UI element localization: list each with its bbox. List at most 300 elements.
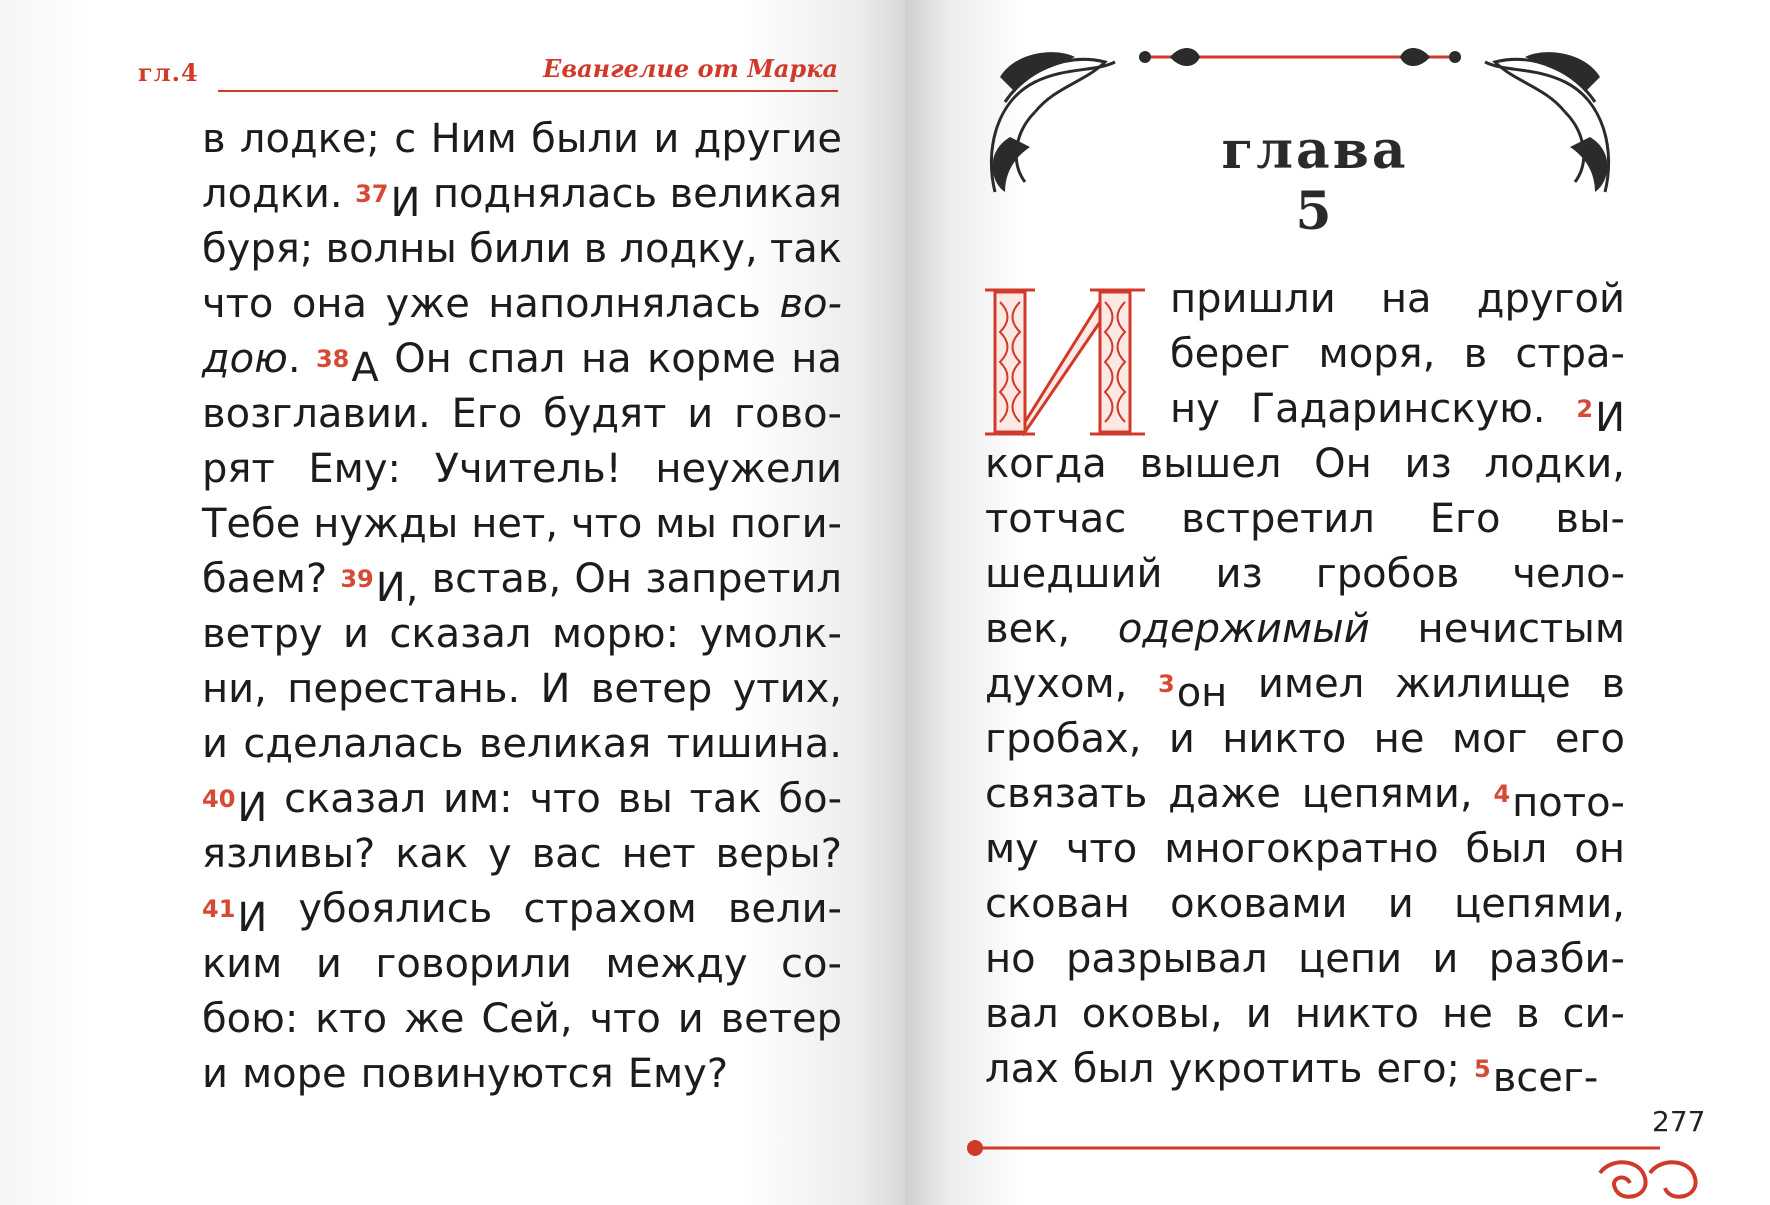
verse-number: 39 — [340, 565, 374, 593]
word — [202, 167, 343, 222]
text-line — [202, 497, 842, 552]
word — [622, 827, 696, 882]
text-fragment: так — [769, 226, 842, 272]
text-line — [985, 437, 1625, 492]
word — [202, 112, 226, 167]
text-fragment: его — [1554, 716, 1625, 762]
word — [1082, 987, 1223, 1042]
word — [1169, 712, 1195, 767]
text-fragment: не — [1442, 991, 1493, 1037]
word — [202, 717, 228, 772]
text-fragment: ветер — [590, 666, 713, 712]
word — [385, 277, 469, 332]
text-fragment: что — [589, 996, 661, 1042]
word — [670, 167, 842, 222]
text-fragment: так — [689, 776, 762, 822]
word — [1474, 1042, 1599, 1101]
word — [202, 607, 323, 662]
text-fragment: же — [403, 996, 465, 1042]
text-fragment: нет — [621, 831, 696, 877]
text-line — [202, 277, 842, 332]
word — [435, 442, 622, 497]
word — [404, 992, 465, 1047]
text-fragment: многократно — [1164, 826, 1439, 872]
word — [584, 222, 608, 277]
word — [202, 662, 267, 717]
text-fragment: перестань. — [287, 666, 521, 712]
text-fragment: И — [237, 785, 268, 831]
text-fragment: буря; — [202, 226, 314, 272]
verse-number: 40 — [202, 785, 236, 813]
word — [298, 882, 492, 937]
text-fragment: другие — [693, 116, 842, 162]
word — [202, 277, 273, 332]
word — [287, 662, 520, 717]
text-fragment: поги- — [729, 501, 842, 547]
text-fragment: Он — [574, 556, 633, 602]
text-line — [985, 382, 1625, 441]
right-text-column — [985, 272, 1625, 1101]
word — [985, 492, 1126, 547]
word — [1118, 602, 1370, 657]
text-fragment: бо- — [778, 776, 842, 822]
text-fragment: веры? — [715, 831, 842, 877]
word — [1493, 767, 1625, 826]
word — [240, 112, 380, 167]
text-line — [202, 167, 842, 226]
word — [1576, 382, 1625, 441]
text-fragment: Гадаринскую. — [1250, 386, 1546, 432]
word — [1302, 767, 1473, 822]
text-fragment: били — [469, 226, 572, 272]
word — [479, 717, 651, 772]
text-fragment: лодки. — [202, 171, 343, 217]
text-fragment: имел — [1257, 661, 1365, 707]
text-fragment: Учитель! — [434, 446, 622, 492]
word — [531, 112, 639, 167]
text-fragment: когда — [985, 441, 1107, 487]
word — [523, 882, 697, 937]
word — [471, 497, 558, 552]
text-fragment: язливы? — [202, 831, 376, 877]
word — [571, 497, 642, 552]
text-fragment: тишина. — [666, 721, 842, 767]
text-fragment: духом, — [985, 661, 1128, 707]
text-fragment: гробах, — [985, 716, 1142, 762]
text-fragment: повинуются — [360, 1051, 614, 1097]
word — [653, 112, 679, 167]
word — [308, 442, 401, 497]
word — [1464, 327, 1488, 382]
text-fragment: мог — [1451, 716, 1528, 762]
text-line — [985, 877, 1625, 932]
footer-ornament — [960, 1128, 1750, 1203]
word — [667, 717, 842, 772]
text-fragment: Он — [394, 336, 452, 382]
text-fragment: из — [1404, 441, 1452, 487]
word — [340, 552, 419, 611]
word — [1452, 712, 1528, 767]
italic-text: дою — [202, 336, 288, 382]
text-fragment: тотчас — [985, 496, 1127, 542]
word — [202, 827, 375, 882]
word — [985, 987, 1059, 1042]
word — [694, 112, 842, 167]
italic-text: одержимый — [1117, 606, 1370, 652]
text-fragment: гробов — [1315, 551, 1460, 597]
text-line — [202, 222, 842, 277]
word — [733, 662, 842, 717]
text-fragment: Его — [451, 391, 523, 437]
word — [721, 992, 842, 1047]
word — [985, 822, 1039, 877]
text-fragment: неужели — [655, 446, 842, 492]
text-fragment: другой — [1476, 276, 1625, 322]
text-fragment: лах — [985, 1046, 1059, 1092]
word — [1251, 382, 1546, 437]
word — [728, 882, 842, 937]
text-fragment: спал — [467, 336, 566, 382]
word — [1258, 657, 1364, 712]
word — [202, 992, 298, 1047]
word — [985, 767, 1147, 822]
word — [1376, 1042, 1460, 1097]
text-fragment: что — [570, 501, 643, 547]
word — [618, 772, 673, 827]
text-fragment: лодку, — [619, 226, 758, 272]
word — [481, 992, 572, 1047]
text-fragment: море — [242, 1051, 347, 1097]
word — [1442, 987, 1493, 1042]
text-fragment: пришли — [1170, 276, 1336, 322]
text-fragment: Ним — [430, 116, 517, 162]
text-fragment: и — [202, 721, 228, 767]
word — [242, 1047, 347, 1102]
word — [488, 827, 512, 882]
text-fragment: он — [1176, 670, 1228, 716]
word — [1295, 987, 1419, 1042]
running-header — [138, 52, 838, 96]
word — [202, 552, 327, 607]
word — [202, 772, 268, 831]
word — [716, 827, 842, 882]
word — [284, 772, 426, 827]
text-fragment: оковами — [1170, 881, 1348, 927]
word — [1316, 547, 1460, 602]
word — [1430, 492, 1501, 547]
text-fragment: баем? — [202, 556, 328, 602]
verse-number: 41 — [202, 895, 236, 923]
text-line — [202, 112, 842, 167]
text-fragment: был — [1072, 1046, 1155, 1092]
word — [202, 442, 275, 497]
word — [985, 932, 1036, 987]
word — [395, 827, 468, 882]
text-fragment: что — [529, 776, 601, 822]
text-fragment: и — [677, 996, 704, 1042]
text-fragment: и — [315, 941, 342, 987]
word — [734, 387, 842, 442]
word — [313, 497, 458, 552]
text-fragment: говорили — [375, 941, 572, 987]
text-fragment: моря, — [1318, 331, 1436, 377]
text-fragment: она — [291, 281, 368, 327]
text-fragment: вы- — [1555, 496, 1625, 542]
running-header-title: Евангелие от Марка — [543, 54, 838, 83]
word — [628, 1047, 728, 1102]
word — [985, 602, 1070, 657]
word — [1168, 767, 1281, 822]
word — [1454, 877, 1625, 932]
text-fragment: кто — [315, 996, 388, 1042]
text-line — [985, 822, 1625, 877]
word — [1477, 272, 1625, 327]
text-fragment: волны — [325, 226, 457, 272]
word — [1555, 712, 1625, 767]
word — [343, 607, 369, 662]
text-fragment: страхом — [523, 886, 697, 932]
text-line — [202, 552, 842, 611]
word — [443, 772, 513, 827]
word — [1512, 547, 1625, 602]
word — [1466, 822, 1548, 877]
text-fragment: бою: — [202, 996, 299, 1042]
text-fragment: цепями, — [1454, 881, 1625, 927]
text-fragment: ким — [202, 941, 283, 987]
word — [1395, 657, 1571, 712]
text-line — [985, 272, 1625, 327]
text-fragment: и — [342, 611, 369, 657]
text-fragment: на — [580, 336, 632, 382]
word — [432, 552, 562, 607]
word — [1181, 492, 1375, 547]
word — [202, 1047, 228, 1102]
word — [1170, 327, 1290, 382]
text-fragment: пото- — [1512, 780, 1625, 826]
text-fragment: он — [1574, 826, 1625, 872]
word — [469, 222, 571, 277]
verse-number: 3 — [1157, 670, 1175, 698]
text-fragment: в — [202, 116, 226, 162]
word — [645, 552, 842, 607]
word — [655, 497, 717, 552]
word — [770, 222, 842, 277]
text-fragment: даже — [1168, 771, 1281, 817]
word — [1066, 822, 1137, 877]
word — [355, 167, 421, 226]
text-fragment: возглавии. — [202, 391, 431, 437]
word — [1246, 987, 1272, 1042]
word — [1489, 932, 1625, 987]
text-line — [985, 932, 1625, 987]
text-fragment: нечистым — [1417, 606, 1625, 652]
word — [202, 497, 300, 552]
text-line — [985, 987, 1625, 1042]
text-fragment: им: — [442, 776, 513, 822]
text-fragment: И — [390, 180, 421, 226]
text-fragment: его; — [1376, 1046, 1461, 1092]
text-fragment: укротить — [1168, 1046, 1363, 1092]
text-fragment: морю: — [551, 611, 680, 657]
text-fragment: ветер — [720, 996, 842, 1042]
word — [574, 552, 632, 607]
text-line — [202, 442, 842, 497]
text-fragment: связать — [985, 771, 1148, 817]
text-fragment: лодки, — [1484, 441, 1625, 487]
word — [678, 992, 704, 1047]
text-fragment: ветру — [202, 611, 323, 657]
text-line — [985, 1042, 1625, 1101]
text-fragment: Он — [1314, 441, 1372, 487]
text-fragment: цепями, — [1301, 771, 1473, 817]
word — [202, 387, 431, 442]
text-fragment: цепи — [1298, 936, 1403, 982]
text-fragment: сказал — [389, 611, 532, 657]
text-fragment: гово- — [734, 391, 842, 437]
text-fragment: ни, — [202, 666, 267, 712]
word — [1169, 1042, 1363, 1097]
word — [1381, 272, 1432, 327]
word — [1073, 1042, 1155, 1097]
text-fragment: между — [605, 941, 748, 987]
word — [605, 937, 747, 992]
text-fragment: были — [531, 116, 639, 162]
text-fragment: И — [540, 666, 571, 712]
text-fragment: но — [985, 936, 1036, 982]
text-fragment: был — [1465, 826, 1548, 872]
text-fragment: нет, — [471, 501, 559, 547]
word — [541, 662, 571, 717]
text-fragment: скован — [985, 881, 1130, 927]
verse-number: 4 — [1493, 780, 1511, 808]
word — [243, 717, 463, 772]
word — [700, 607, 842, 662]
text-fragment: что — [1065, 826, 1138, 872]
word — [532, 827, 602, 882]
text-fragment: никто — [1222, 716, 1347, 762]
text-fragment: и — [202, 1051, 228, 1097]
text-fragment: жилище — [1394, 661, 1571, 707]
text-fragment: уже — [385, 281, 470, 327]
text-line — [202, 387, 842, 442]
text-fragment: из — [1215, 551, 1263, 597]
text-fragment: нужды — [313, 501, 459, 547]
word — [655, 442, 842, 497]
word — [1555, 492, 1625, 547]
text-fragment: мы — [655, 501, 718, 547]
text-fragment: встав, — [431, 556, 562, 602]
text-line — [202, 882, 842, 941]
word — [591, 662, 712, 717]
text-fragment: И, — [375, 565, 419, 611]
text-fragment: . — [287, 336, 301, 382]
word — [326, 222, 457, 277]
word — [452, 387, 523, 442]
text-fragment: А — [351, 345, 379, 391]
word — [1164, 822, 1438, 877]
word — [779, 277, 841, 332]
text-fragment: вели- — [727, 886, 842, 932]
verse-number: 38 — [315, 345, 350, 373]
verse-number: 37 — [355, 180, 389, 208]
text-fragment: И — [237, 895, 268, 941]
word — [431, 112, 517, 167]
word — [315, 992, 387, 1047]
word — [529, 772, 600, 827]
text-fragment: разрывал — [1065, 936, 1268, 982]
text-fragment: и — [653, 116, 680, 162]
text-fragment: и — [1245, 991, 1272, 1037]
word — [985, 877, 1130, 932]
text-fragment: сказал — [284, 776, 427, 822]
page-number: 277 — [1652, 1105, 1706, 1138]
text-fragment: всег- — [1492, 1055, 1599, 1101]
italic-text: во- — [779, 281, 842, 327]
text-fragment: будят — [543, 391, 667, 437]
text-line — [202, 992, 842, 1047]
text-fragment: лодке; — [239, 116, 380, 162]
verse-number: 2 — [1576, 395, 1594, 423]
word — [543, 387, 666, 442]
word — [316, 937, 342, 992]
word — [1516, 987, 1540, 1042]
word — [202, 332, 301, 387]
text-fragment: запретил — [645, 556, 842, 602]
word — [1484, 437, 1625, 492]
text-line — [202, 772, 842, 831]
word — [589, 992, 660, 1047]
word — [647, 332, 776, 387]
word — [690, 772, 762, 827]
text-fragment: и — [1432, 936, 1459, 982]
text-fragment: разби- — [1488, 936, 1625, 982]
text-fragment: Сей, — [481, 996, 573, 1042]
word — [1066, 932, 1268, 987]
word — [778, 772, 842, 827]
text-fragment: Ему? — [627, 1051, 729, 1097]
text-fragment: Его — [1429, 496, 1501, 542]
text-fragment: Тебе — [202, 501, 301, 547]
text-fragment: и — [1168, 716, 1195, 762]
text-fragment: и — [1387, 881, 1414, 927]
text-fragment: корме — [647, 336, 776, 382]
word — [315, 332, 379, 391]
text-fragment: вал — [985, 991, 1059, 1037]
chapter-title: глава 5 — [1221, 120, 1409, 242]
text-fragment: не — [1373, 716, 1425, 762]
word — [1374, 712, 1425, 767]
word — [552, 607, 679, 662]
text-fragment: в — [1463, 331, 1488, 377]
text-fragment: рят — [202, 446, 275, 492]
text-fragment: наполнялась — [488, 281, 761, 327]
text-fragment: как — [395, 831, 469, 877]
text-fragment: в — [1601, 661, 1625, 707]
text-fragment: на — [791, 336, 842, 382]
text-fragment: сделалась — [243, 721, 464, 767]
text-fragment: великая — [478, 721, 652, 767]
text-fragment: си- — [1562, 991, 1625, 1037]
word — [394, 112, 416, 167]
word — [202, 222, 313, 277]
text-fragment: на — [1380, 276, 1432, 322]
word — [687, 387, 713, 442]
word — [1157, 657, 1228, 716]
text-line — [202, 937, 842, 992]
word — [985, 657, 1127, 712]
word — [1418, 602, 1625, 657]
text-fragment: И — [1595, 395, 1625, 441]
